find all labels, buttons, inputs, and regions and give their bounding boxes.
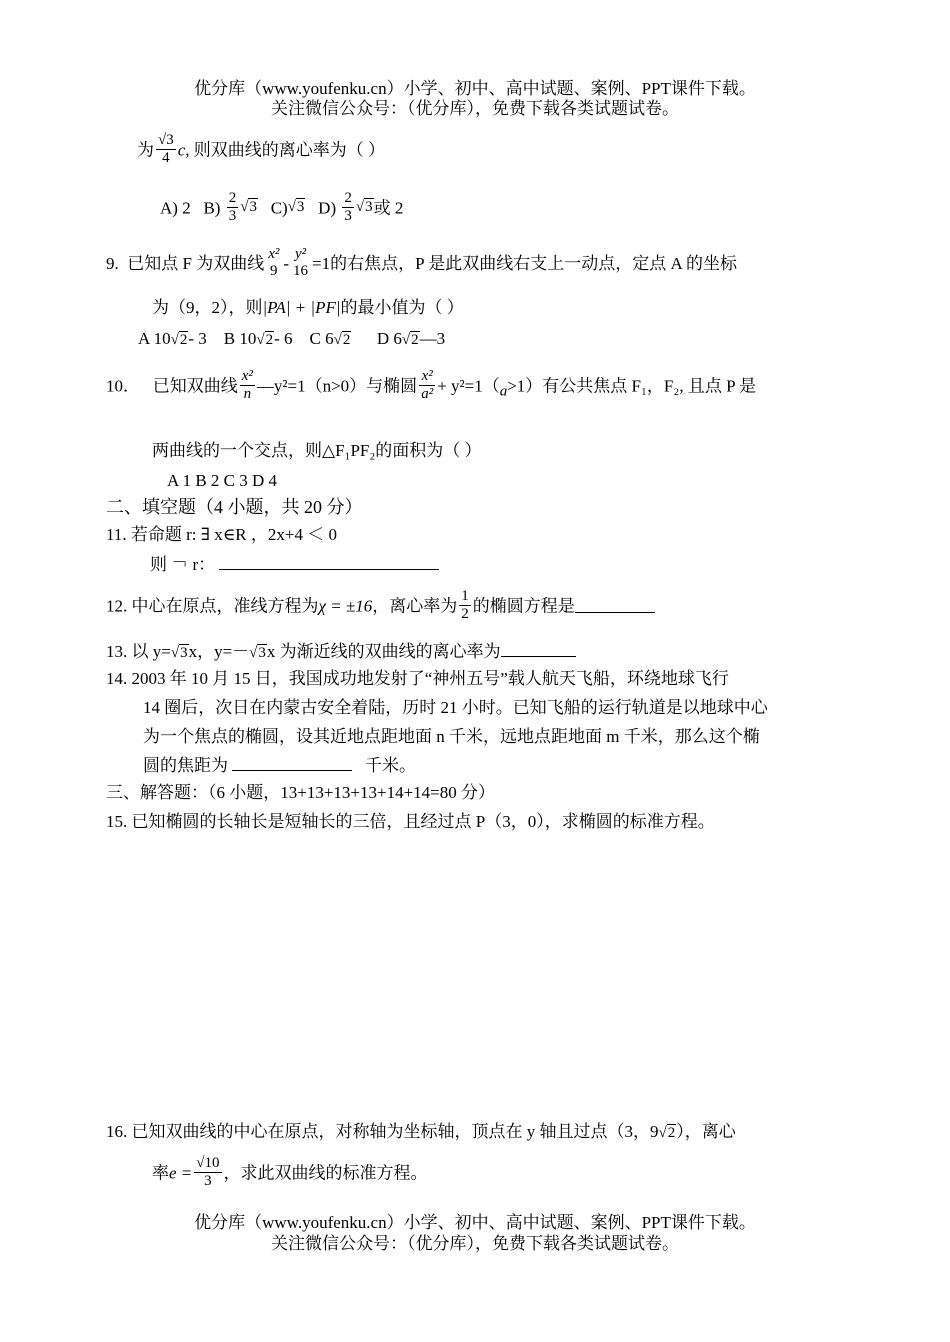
- q8-option-a: A) 2: [160, 198, 191, 218]
- q10-var-a: a: [499, 383, 508, 400]
- q10-line-1: [106, 368, 756, 404]
- q14-line-3: 为一个焦点的椭圆，设其近地点距地面 n 千米，远地点距地面 m 千米，那么这个椭: [143, 727, 760, 746]
- q8-fraction: [156, 132, 176, 168]
- q8-option-b-sqrt: √3: [240, 199, 257, 216]
- q8-option-d-fraction: [342, 190, 354, 226]
- q8-option-d-radicand: 3: [365, 199, 373, 216]
- section-3-heading: 三、解答题：（6 小题，13+13+13+13+14+14=80 分）: [106, 783, 496, 802]
- q8-option-d-label: D): [318, 198, 337, 218]
- q10-number: 10．: [106, 376, 140, 396]
- q10-options: A 1 B 2 C 3 D 4: [167, 471, 278, 490]
- q12-text-2: ，离心率为: [372, 596, 458, 616]
- q8-option-d-sqrt: √3: [355, 199, 373, 216]
- q8-stem: [137, 132, 385, 168]
- q16-text-2: ），离心: [676, 1122, 736, 1141]
- q12-frac-den: 2: [461, 606, 469, 623]
- q9-option-a-tail: - 3: [188, 329, 207, 348]
- q12-fraction: [459, 588, 471, 624]
- q8-option-c-radicand: 3: [296, 199, 305, 216]
- q9-option-b: B 10: [223, 329, 257, 348]
- q10-fraction-x-n: [240, 368, 255, 404]
- q9-fraction-x: [266, 246, 281, 281]
- q16-var-e: e =: [169, 1163, 193, 1183]
- q9-option-a-radicand: 2: [179, 332, 188, 348]
- q14-answer-blank[interactable]: [232, 756, 352, 771]
- q9-option-a: A 10: [138, 329, 171, 348]
- q9-frac-x-den: 9: [270, 263, 278, 280]
- q16-line-1: [106, 1123, 736, 1141]
- q8-option-c-label: C): [270, 198, 288, 218]
- q9-text-4: 的最小值为（ ）: [340, 298, 464, 317]
- q10-text-2: —y²=1（n>0）与椭圆: [256, 376, 418, 396]
- q10-frac-1-den: n: [243, 386, 252, 403]
- q9-expression: |PA| + |PF|: [262, 298, 341, 317]
- q14-line-1: 14. 2003 年 10 月 15 日，我国成功地发射了“神州五号”载人航天飞船，环绕地球飞行: [106, 669, 729, 688]
- q16-radicand: 2: [667, 1125, 676, 1141]
- q11-line-1: 11. 若命题 r: ∃ x∈R ，2x+4 ＜ 0: [106, 525, 337, 544]
- q9-option-d-sqrt: √2: [401, 332, 419, 348]
- q8-option-b-num: 2: [227, 190, 239, 208]
- q8-option-d-den: 3: [344, 208, 352, 225]
- q14-line-4: [143, 756, 416, 774]
- q9-line-1: [106, 246, 737, 281]
- q13-radicand-1: 3: [180, 645, 188, 661]
- q9-option-b-sqrt: √2: [256, 332, 274, 348]
- q9-minus: -: [283, 253, 290, 273]
- q13-line: [106, 642, 576, 661]
- q12-expression: χ = ±16: [318, 596, 373, 616]
- q13-text-1: 13. 以 y=: [106, 642, 171, 661]
- q16-text-1: 16. 已知双曲线的中心在原点，对称轴为坐标轴，顶点在 y 轴且过点（3，9: [106, 1122, 659, 1141]
- q9-options: [138, 330, 445, 348]
- q16-fraction: [194, 1155, 221, 1191]
- q8-option-b-radicand: 3: [249, 199, 257, 216]
- q8-frac-den: 4: [162, 150, 170, 167]
- q12-answer-blank[interactable]: [575, 598, 655, 613]
- header-line-1: 优分库（www.youfenku.cn）小学、初中、高中试题、案例、PPT课件下载。: [194, 79, 756, 98]
- q8-text-suffix: , 则双曲线的离心率为（ ）: [185, 140, 386, 160]
- q13-sqrt-2: √3: [249, 645, 266, 661]
- q10-frac-2-num: x²: [419, 368, 435, 386]
- q8-option-b-den: 3: [228, 208, 237, 225]
- q11-negation-label: 则 ￢ r：: [150, 555, 216, 574]
- q9-frac-y-den: 16: [293, 263, 309, 280]
- q10-fraction-x-a: [419, 368, 435, 404]
- q16-text-3: 率: [152, 1163, 169, 1183]
- q16-frac-num: √10: [194, 1155, 221, 1173]
- q11-answer-blank[interactable]: [219, 555, 439, 570]
- q9-option-d: D 6: [376, 329, 402, 348]
- q9-frac-y-num: y²: [294, 246, 307, 262]
- q10-frac-2-den: a²: [421, 386, 434, 403]
- q8-options: [160, 190, 403, 226]
- q9-option-b-tail: - 6: [274, 329, 293, 348]
- q9-option-c: C 6: [309, 329, 334, 348]
- q9-line-2: [152, 299, 464, 316]
- q9-text-3: 为（9，2），则: [152, 298, 263, 317]
- q13-sqrt-1: √3: [170, 645, 188, 661]
- q9-frac-x-num: x²: [268, 246, 280, 262]
- q16-frac-den: 3: [204, 1173, 212, 1190]
- q16-text-4: ，求此双曲线的标准方程。: [223, 1163, 428, 1183]
- q9-option-c-sqrt: √2: [333, 332, 351, 348]
- q15-text: 15. 已知椭圆的长轴长是短轴长的三倍，且经过点 P（3，0），求椭圆的标准方程。: [106, 812, 715, 831]
- q9-option-d-radicand: 2: [411, 332, 419, 348]
- q11-line-2: [150, 555, 439, 573]
- q13-answer-blank[interactable]: [501, 642, 576, 657]
- q14-text-b: 千米。: [365, 756, 416, 775]
- q13-radicand-2: 3: [258, 645, 266, 661]
- q12-line: [106, 588, 655, 624]
- q8-option-b-fraction: [227, 190, 239, 226]
- q8-var: c: [177, 140, 186, 160]
- q9-fraction-y: [291, 246, 310, 281]
- q16-line-2: [152, 1155, 428, 1191]
- q8-option-b-label: B): [203, 198, 221, 218]
- section-2-heading: 二、填空题（4 小题，共 20 分）: [106, 497, 363, 517]
- q10-frac-1-num: x²: [240, 368, 255, 386]
- q10-text-1: 已知双曲线: [152, 376, 238, 396]
- q9-option-c-radicand: 2: [342, 332, 351, 348]
- q16-sqrt: √2: [658, 1125, 676, 1141]
- q10-line-2: 两曲线的一个交点，则△F₁PF₂的面积为（ ）: [152, 441, 482, 460]
- q10-text-4: >1）有公共焦点 F₁，F₂, 且点 P 是: [507, 376, 757, 396]
- q9-text-1: 已知点 F 为双曲线: [127, 253, 265, 273]
- q8-option-c-sqrt: √3: [287, 199, 305, 216]
- q13-text-3: x 为渐近线的双曲线的离心率为: [266, 642, 501, 661]
- q14-line-2: 14 圈后，次日在内蒙古安全着陆，历时 21 小时。已知飞船的运行轨道是以地球中心: [143, 698, 768, 717]
- q14-text-a: 圆的焦距为: [143, 756, 228, 775]
- q8-frac-num: √3: [156, 132, 176, 150]
- q12-frac-num: 1: [459, 588, 471, 606]
- q12-text-1: 12. 中心在原点，准线方程为: [106, 596, 319, 616]
- q9-option-a-sqrt: √2: [170, 332, 188, 348]
- footer-line-1: 优分库（www.youfenku.cn）小学、初中、高中试题、案例、PPT课件下载。: [194, 1213, 756, 1232]
- q9-text-2: =1的右焦点，P 是此双曲线右支上一动点，定点 A 的坐标: [312, 253, 738, 273]
- q9-option-b-radicand: 2: [265, 332, 274, 348]
- header-line-2: 关注微信公众号：（优分库），免费下载各类试题试卷。: [271, 99, 679, 118]
- q12-text-3: 的椭圆方程是: [472, 596, 575, 616]
- q8-text-prefix: 为: [137, 140, 154, 160]
- q9-option-d-tail: —3: [419, 329, 446, 348]
- q8-option-d-tail: 或 2: [373, 198, 404, 218]
- footer-line-2: 关注微信公众号：（优分库），免费下载各类试题试卷。: [271, 1234, 679, 1253]
- q13-text-2: x，y=－: [188, 642, 250, 661]
- q10-text-3: + y²=1（: [437, 376, 500, 396]
- q9-number: 9.: [106, 253, 119, 273]
- q8-option-d-num: 2: [342, 190, 354, 208]
